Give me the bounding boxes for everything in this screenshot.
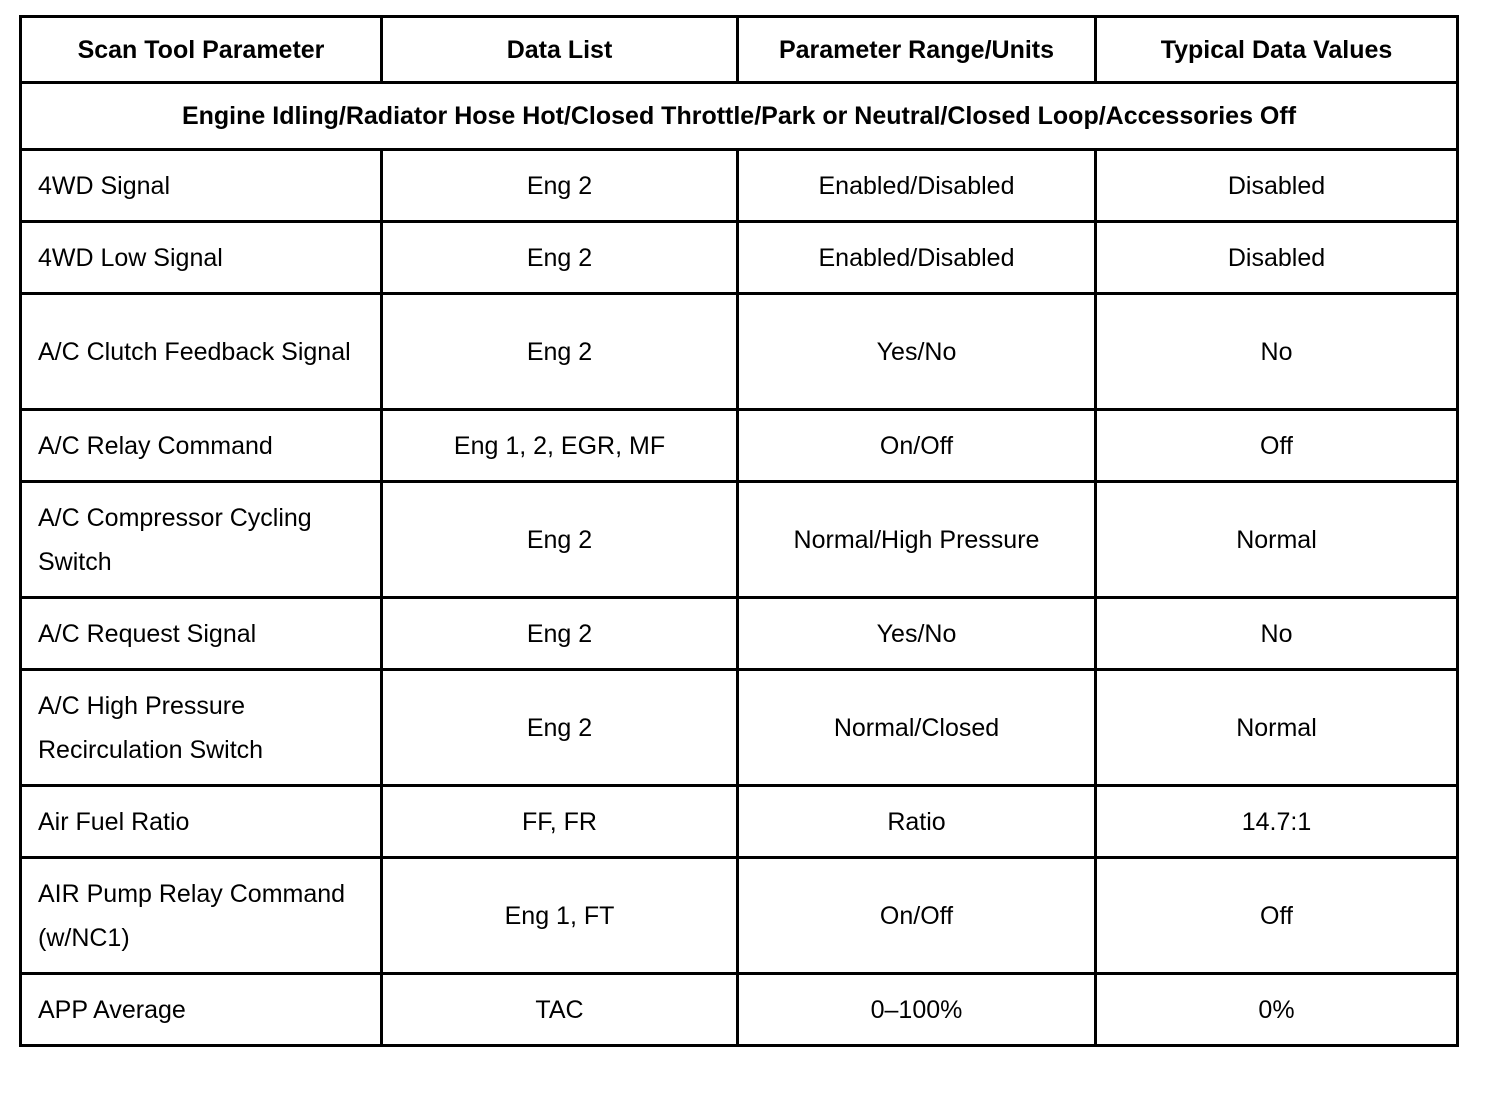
cell-parameter: AIR Pump Relay Command (w/NC1) [21,858,382,974]
scan-tool-data-table [19,15,1459,1047]
header-data-list: Data List [382,17,738,83]
cell-typical-value: 14.7:1 [1096,786,1458,858]
cell-data-list: Eng 2 [382,222,738,294]
cell-range-units: Normal/High Pressure [738,482,1096,598]
cell-range-units: Enabled/Disabled [738,150,1096,222]
cell-parameter: A/C Request Signal [21,598,382,670]
cell-typical-value: No [1096,294,1458,410]
cell-typical-value: Disabled [1096,222,1458,294]
cell-parameter: A/C Compressor Cycling Switch [21,482,382,598]
cell-typical-value: Normal [1096,670,1458,786]
cell-range-units: On/Off [738,858,1096,974]
condition-row [21,83,1458,150]
cell-data-list: Eng 2 [382,482,738,598]
cell-data-list: FF, FR [382,786,738,858]
cell-typical-value: No [1096,598,1458,670]
cell-parameter: A/C Relay Command [21,410,382,482]
cell-parameter: 4WD Low Signal [21,222,382,294]
table-row [21,974,1458,1046]
cell-typical-value: 0% [1096,974,1458,1046]
test-condition-banner: Engine Idling/Radiator Hose Hot/Closed Throttle/Park or Neutral/Closed Loop/Accessories Off [21,83,1458,150]
cell-data-list: Eng 1, 2, EGR, MF [382,410,738,482]
cell-data-list: TAC [382,974,738,1046]
table-row [21,858,1458,974]
cell-parameter: APP Average [21,974,382,1046]
cell-typical-value: Off [1096,410,1458,482]
cell-range-units: Enabled/Disabled [738,222,1096,294]
table-row [21,482,1458,598]
cell-range-units: On/Off [738,410,1096,482]
cell-data-list: Eng 2 [382,670,738,786]
table-row [21,786,1458,858]
cell-range-units: Yes/No [738,294,1096,410]
cell-data-list: Eng 1, FT [382,858,738,974]
table-row [21,598,1458,670]
cell-range-units: Normal/Closed [738,670,1096,786]
header-row [21,17,1458,83]
cell-typical-value: Normal [1096,482,1458,598]
cell-range-units: Ratio [738,786,1096,858]
table-row [21,222,1458,294]
cell-parameter: A/C Clutch Feedback Signal [21,294,382,410]
header-parameter-range-units: Parameter Range/Units [738,17,1096,83]
header-typical-data-values: Typical Data Values [1096,17,1458,83]
table-row [21,670,1458,786]
table-row [21,150,1458,222]
cell-typical-value: Disabled [1096,150,1458,222]
table-row [21,410,1458,482]
cell-range-units: Yes/No [738,598,1096,670]
header-scan-tool-parameter: Scan Tool Parameter [21,17,382,83]
cell-parameter: 4WD Signal [21,150,382,222]
table-row [21,294,1458,410]
cell-data-list: Eng 2 [382,598,738,670]
cell-typical-value: Off [1096,858,1458,974]
cell-data-list: Eng 2 [382,150,738,222]
cell-range-units: 0–100% [738,974,1096,1046]
cell-parameter: Air Fuel Ratio [21,786,382,858]
cell-parameter: A/C High Pressure Recirculation Switch [21,670,382,786]
cell-data-list: Eng 2 [382,294,738,410]
